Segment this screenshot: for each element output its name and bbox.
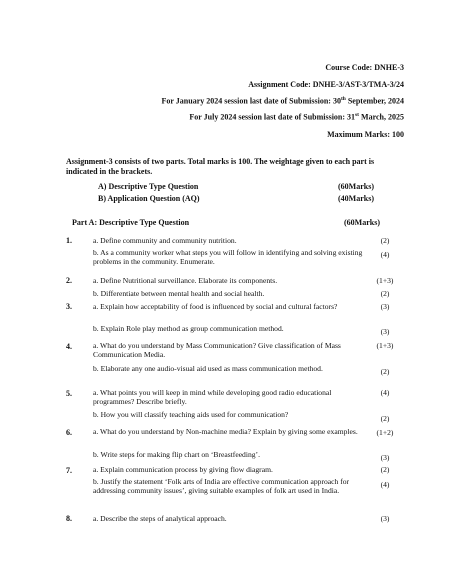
question-text: b. Differentiate between mental health and social health.	[93, 289, 265, 298]
question-marks: (3)	[380, 514, 390, 523]
question-text: b. Elaborate any one audio-visual aid used as mass communication method.	[93, 364, 323, 373]
july-deadline: For July 2024 session last date of Submission: 31st March, 2025	[189, 112, 404, 122]
question-text: a. Explain communication process by giving flow diagram.	[93, 465, 273, 474]
part-a-title: Part A: Descriptive Type Question	[72, 218, 190, 227]
question-marks: (1+3)	[376, 276, 394, 285]
question-marks: (1+3)	[376, 341, 394, 350]
question-text: b. Write steps for making flip chart on ‘Breastfeeding’.	[93, 450, 260, 459]
question-text: b. As a community worker what steps you will follow in identifying and solving existing problems in the community. Enumerate.	[93, 248, 363, 266]
question-text: b. Justify the statement ‘Folk arts of India are effective communication approach for addressing community issues’, giving suitable examples of folk art used in India.	[93, 477, 350, 495]
maximum-marks: Maximum Marks: 100	[327, 130, 404, 139]
question-number: 8.	[66, 514, 72, 523]
question-marks: (2)	[380, 367, 390, 376]
question-number: 6.	[66, 428, 72, 437]
part-summary-b-label: B) Application Question (AQ)	[98, 194, 200, 203]
january-deadline: For January 2024 session last date of Submission: 30th September, 2024	[161, 96, 404, 106]
question-marks: (1+2)	[376, 428, 394, 437]
intro-paragraph: Assignment-3 consists of two parts. Total marks is 100. The weightage given to each part is indicated in the brackets.	[66, 157, 375, 176]
question-number: 3.	[66, 302, 72, 311]
question-marks: (3)	[380, 302, 390, 311]
question-marks: (2)	[380, 414, 390, 423]
question-text: a. What do you understand by Mass Communication? Give classification of Mass Communication Media.	[93, 341, 341, 359]
question-text: b. How you will classify teaching aids used for communication?	[93, 410, 289, 419]
course-code: Course Code: DNHE-3	[325, 63, 404, 72]
part-summary-a-marks: (60Marks)	[338, 182, 374, 191]
question-number: 1.	[66, 236, 72, 245]
question-text: b. Explain Role play method as group communication method.	[93, 324, 284, 333]
question-marks: (2)	[380, 236, 390, 245]
question-number: 7.	[66, 466, 72, 475]
question-text: a. Define community and community nutrition.	[93, 236, 237, 245]
question-marks: (4)	[380, 388, 390, 397]
question-marks: (3)	[380, 327, 390, 336]
question-number: 2.	[66, 276, 72, 285]
question-text: a. Define Nutritional surveillance. Elaborate its components.	[93, 276, 278, 285]
question-marks: (4)	[380, 480, 390, 489]
question-marks: (3)	[380, 453, 390, 462]
part-summary-a-label: A) Descriptive Type Question	[98, 182, 199, 191]
question-text: a. What points you will keep in mind while developing good radio educational programmes? Describe briefly.	[93, 388, 332, 406]
assignment-code: Assignment Code: DNHE-3/AST-3/TMA-3/24	[248, 80, 404, 89]
question-text: a. Describe the steps of analytical approach.	[93, 514, 227, 523]
question-text: a. What do you understand by Non-machine media? Explain by giving some examples.	[93, 427, 358, 436]
question-number: 5.	[66, 389, 72, 398]
question-text: a. Explain how acceptability of food is influenced by social and cultural factors?	[93, 302, 338, 311]
question-marks: (4)	[380, 250, 390, 259]
question-number: 4.	[66, 342, 72, 351]
question-marks: (2)	[380, 465, 390, 474]
question-marks: (2)	[380, 289, 390, 298]
part-summary-b-marks: (40Marks)	[338, 194, 374, 203]
part-a-marks: (60Marks)	[344, 218, 380, 227]
